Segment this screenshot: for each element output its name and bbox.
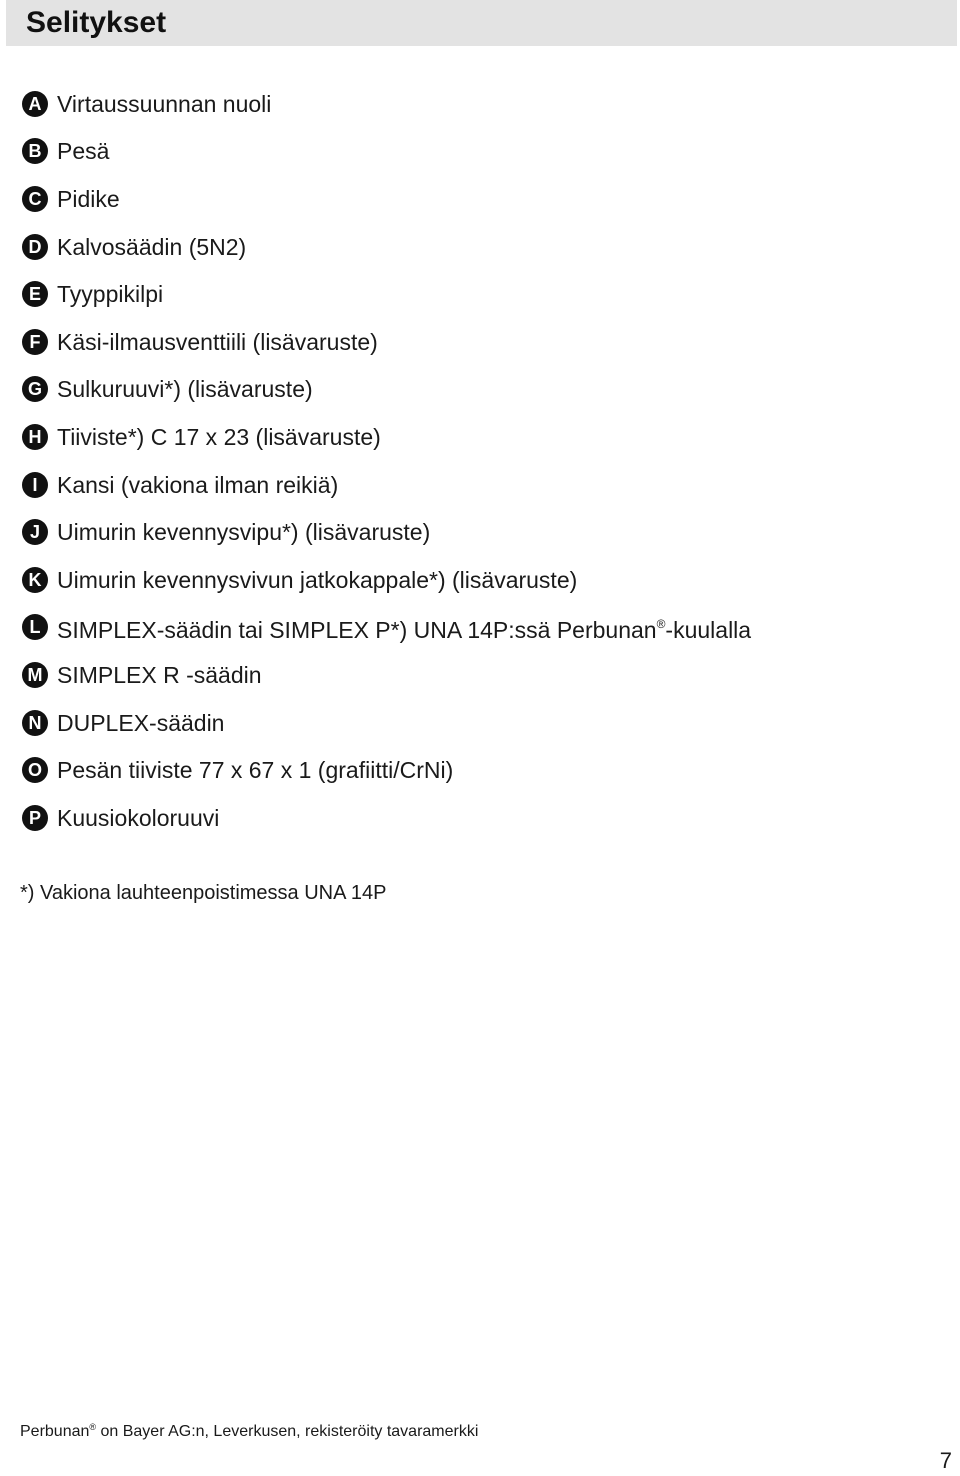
legend-text: DUPLEX-säädin (57, 709, 225, 736)
legend-text-suffix: -kuulalla (665, 617, 752, 644)
legend-text: Pesä (57, 138, 110, 165)
letter-badge: M (22, 662, 48, 688)
legend-text: Pidike (57, 185, 120, 212)
legend-text: Sulkuruuvi*) (lisävaruste) (57, 376, 313, 403)
legend-text: Kansi (vakiona ilman reikiä) (57, 471, 339, 498)
trademark-brand: Perbunan (20, 1423, 90, 1440)
legend-item-d (22, 223, 751, 271)
letter-badge: I (22, 472, 48, 498)
letter-badge: P (22, 805, 48, 831)
legend-item-g (22, 366, 751, 414)
legend-text: Pesän tiiviste 77 x 67 x 1 (grafiitti/CrNi) (57, 757, 454, 784)
registered-mark: ® (89, 1422, 97, 1432)
legend-item-p (22, 794, 751, 842)
registered-mark: ® (656, 617, 666, 632)
legend-item-k (22, 556, 751, 604)
legend-text: Tyyppikilpi (57, 281, 164, 308)
legend-text-main: SIMPLEX-säädin tai SIMPLEX P*) UNA 14P:ssä Perbunan (57, 617, 657, 644)
letter-badge: N (22, 710, 48, 736)
letter-badge: D (22, 234, 48, 260)
legend-text: Kalvosäädin (5N2) (57, 233, 247, 260)
trademark-text: on Bayer AG:n, Leverkusen, rekisteröity tavaramerkki (96, 1423, 479, 1440)
letter-badge: J (22, 519, 48, 545)
legend-item-b (22, 128, 751, 176)
legend-text (57, 610, 751, 644)
letter-badge: F (22, 329, 48, 355)
footnote: *) Vakiona lauhteenpoistimessa UNA 14P (20, 882, 387, 904)
section-header (6, 0, 957, 46)
legend-text: Uimurin kevennysvivun jatkokappale*) (lisävaruste) (57, 566, 578, 593)
legend-item-n (22, 699, 751, 747)
legend-text: Tiiviste*) C 17 x 23 (lisävaruste) (57, 423, 381, 450)
letter-badge: L (22, 614, 48, 640)
letter-badge: O (22, 757, 48, 783)
trademark-note (20, 1416, 478, 1443)
letter-badge: E (22, 281, 48, 307)
letter-badge: G (22, 376, 48, 402)
legend-item-m (22, 651, 751, 699)
page-title: Selitykset (26, 6, 167, 39)
legend-text: SIMPLEX R -säädin (57, 661, 262, 688)
letter-badge: C (22, 186, 48, 212)
legend-item-c (22, 175, 751, 223)
legend-item-f (22, 318, 751, 366)
legend-item-l (22, 604, 751, 652)
letter-badge: K (22, 567, 48, 593)
legend-item-o (22, 746, 751, 794)
legend-list (22, 80, 751, 842)
page-number: 7 (939, 1448, 952, 1473)
legend-item-j (22, 508, 751, 556)
legend-text: Virtaussuunnan nuoli (57, 90, 272, 117)
legend-item-i (22, 461, 751, 509)
legend-text: Uimurin kevennysvipu*) (lisävaruste) (57, 519, 431, 546)
legend-item-a (22, 80, 751, 128)
letter-badge: H (22, 424, 48, 450)
letter-badge: A (22, 91, 48, 117)
letter-badge: B (22, 138, 48, 164)
legend-text: Kuusiokoloruuvi (57, 804, 220, 831)
legend-item-h (22, 413, 751, 461)
legend-text: Käsi-ilmausventtiili (lisävaruste) (57, 328, 378, 355)
legend-item-e (22, 270, 751, 318)
